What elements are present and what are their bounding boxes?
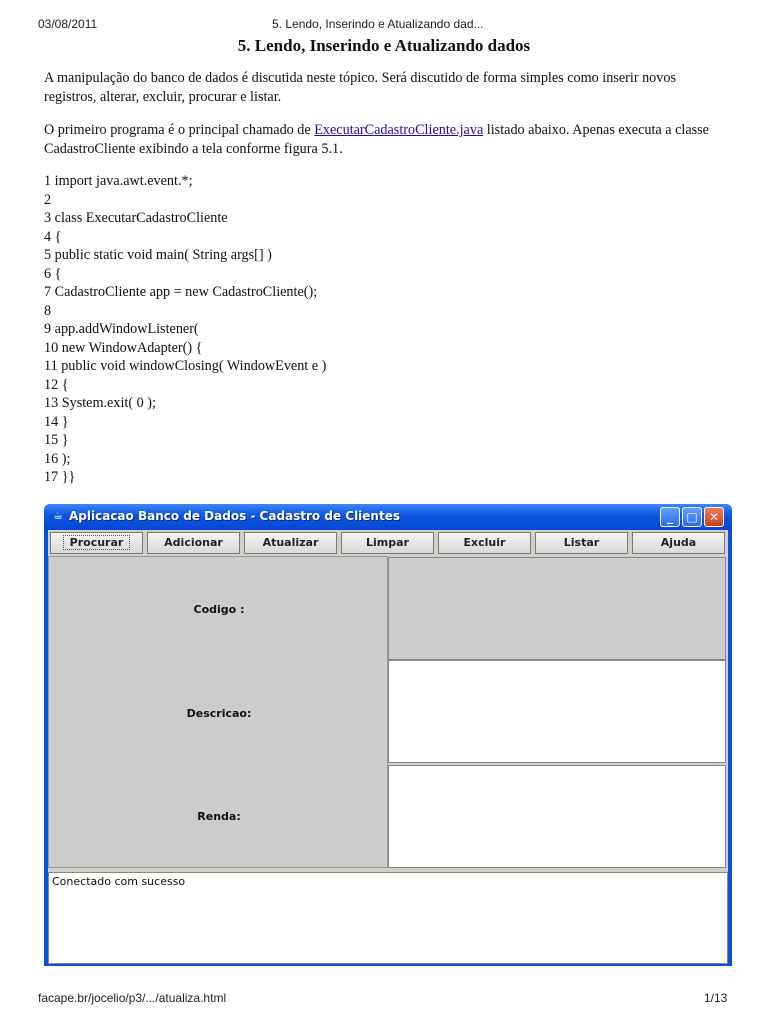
paragraph-text-after: listado abaixo. Apenas executa a classe CadastroCliente exibindo a tela conforme figura 5.1. bbox=[44, 122, 709, 157]
maximize-button[interactable]: □ bbox=[682, 507, 702, 527]
listar-button[interactable]: Listar bbox=[535, 532, 628, 554]
code-line: 17 }} bbox=[44, 469, 76, 485]
ajuda-button[interactable]: Ajuda bbox=[632, 532, 725, 554]
label-panel bbox=[48, 556, 388, 868]
code-line: 12 { bbox=[44, 376, 69, 393]
minimize-button[interactable]: _ bbox=[660, 507, 680, 527]
code-line: 4 { bbox=[44, 228, 62, 245]
renda-field[interactable] bbox=[388, 765, 726, 868]
page-title: 5. Lendo, Inserindo e Atualizando dados bbox=[237, 36, 531, 55]
descricao-label: Descricao: bbox=[186, 707, 252, 720]
print-header-title: 5. Lendo, Inserindo e Atualizando dad... bbox=[272, 17, 484, 31]
paragraph-text-before: O primeiro programa é o principal chamado de bbox=[44, 122, 315, 138]
code-listing bbox=[44, 172, 326, 487]
codigo-label: Codigo : bbox=[193, 603, 245, 616]
code-line: 7 CadastroCliente app = new CadastroCliente(); bbox=[44, 284, 318, 300]
code-line: 3 class ExecutarCadastroCliente bbox=[44, 210, 228, 226]
code-line: 9 app.addWindowListener( bbox=[44, 321, 199, 337]
intro-paragraph: A manipulação do banco de dados é discutida neste tópico. Será discutido de forma simples como inserir novos registros, alterar, excluir, procurar e listar. bbox=[44, 70, 676, 105]
codigo-field[interactable] bbox=[388, 557, 726, 660]
print-date: 03/08/2011 bbox=[38, 17, 98, 31]
button-toolbar bbox=[48, 530, 728, 556]
close-button[interactable]: ✕ bbox=[704, 507, 724, 527]
excluir-button[interactable]: Excluir bbox=[438, 532, 531, 554]
window-client-area bbox=[48, 530, 728, 962]
adicionar-button[interactable]: Adicionar bbox=[147, 532, 240, 554]
app-window-screenshot bbox=[44, 504, 732, 966]
code-line: 6 { bbox=[44, 265, 62, 282]
java-icon: ☕ bbox=[53, 509, 63, 522]
program-paragraph bbox=[44, 121, 724, 159]
status-textarea[interactable]: Conectado com sucesso bbox=[48, 872, 728, 964]
descricao-field[interactable] bbox=[388, 660, 726, 763]
code-line: 2 bbox=[44, 191, 52, 208]
renda-label: Renda: bbox=[197, 810, 241, 823]
code-line: 10 new WindowAdapter() { bbox=[44, 339, 203, 356]
code-line: 15 } bbox=[44, 432, 69, 448]
page-number: 1/13 bbox=[704, 991, 728, 1005]
window-titlebar[interactable] bbox=[44, 504, 732, 530]
source-file-link[interactable]: ExecutarCadastroCliente.java bbox=[314, 122, 484, 138]
procurar-button[interactable] bbox=[50, 532, 143, 554]
code-line: 14 } bbox=[44, 413, 69, 430]
code-line: 11 public void windowClosing( WindowEvent e ) bbox=[44, 358, 327, 374]
limpar-button[interactable]: Limpar bbox=[341, 532, 434, 554]
code-line: 1 import java.awt.event.*; bbox=[44, 173, 193, 189]
code-line: 8 bbox=[44, 302, 52, 319]
code-line: 13 System.exit( 0 ); bbox=[44, 395, 156, 411]
footer-url: facape.br/jocelio/p3/.../atualiza.html bbox=[38, 991, 227, 1005]
code-line: 16 ); bbox=[44, 450, 71, 467]
window-title: Aplicacao Banco de Dados - Cadastro de Clientes bbox=[69, 509, 400, 523]
code-line: 5 public static void main( String args[] ) bbox=[44, 247, 272, 263]
atualizar-button[interactable]: Atualizar bbox=[244, 532, 337, 554]
procurar-label: Procurar bbox=[63, 535, 131, 550]
